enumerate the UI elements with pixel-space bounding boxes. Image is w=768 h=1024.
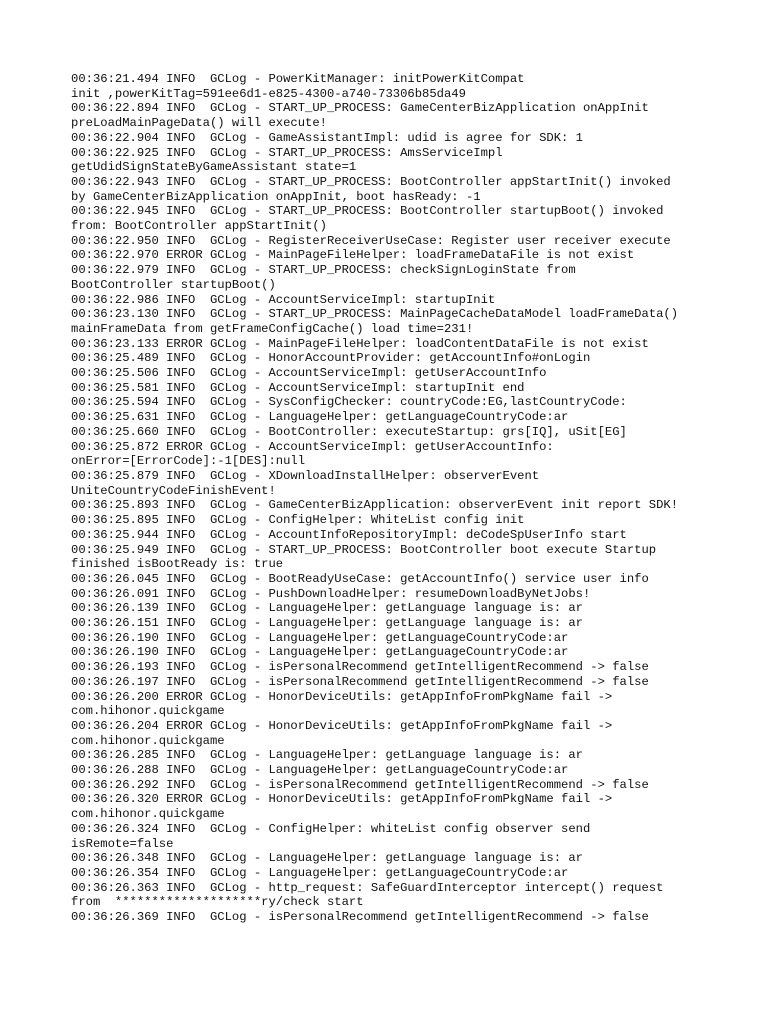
log-line: 00:36:26.190 INFO GCLog - LanguageHelper: getLanguageCountryCode:ar (71, 630, 569, 645)
log-line: 00:36:26.320 ERROR GCLog - HonorDeviceUtils: getAppInfoFromPkgName fail -> com.hihonor.quickgame (71, 792, 613, 822)
log-line: 00:36:26.285 INFO GCLog - LanguageHelper: getLanguage language is: ar (71, 748, 583, 763)
log-line: 00:36:25.506 INFO GCLog - AccountServiceImpl: getUserAccountInfo (71, 366, 547, 381)
log-line: 00:36:26.292 INFO GCLog - isPersonalRecommend getIntelligentRecommend -> false (71, 777, 649, 792)
log-line: 00:36:22.945 INFO GCLog - START_UP_PROCESS: BootController startupBoot() invoked from: BootController appStartInit() (71, 204, 664, 234)
log-line: 00:36:26.369 INFO GCLog - isPersonalRecommend getIntelligentRecommend -> false (71, 910, 649, 925)
log-line: 00:36:26.324 INFO GCLog - ConfigHelper: whiteList config observer send isRemote=false (71, 821, 591, 851)
log-line: 00:36:26.200 ERROR GCLog - HonorDeviceUtils: getAppInfoFromPkgName fail -> com.hihonor.quickgame (71, 689, 613, 719)
log-line: 00:36:26.045 INFO GCLog - BootReadyUseCase: getAccountInfo() service user info (71, 571, 649, 586)
log-line: 00:36:23.130 INFO GCLog - START_UP_PROCESS: MainPageCacheDataModel loadFrameData() mainFrameData from getFrameConfigCache() load time=231! (71, 307, 679, 336)
log-line: 00:36:22.925 INFO GCLog - START_UP_PROCESS: AmsServiceImpl getUdidSignStateByGameAssistant state=1 (71, 145, 503, 175)
log-line: 00:36:22.970 ERROR GCLog - MainPageFileHelper: loadFrameDataFile is not exist (71, 248, 635, 263)
log-line: 00:36:25.631 INFO GCLog - LanguageHelper: getLanguageCountryCode:ar (71, 410, 569, 425)
log-line: 00:36:25.872 ERROR GCLog - AccountServiceImpl: getUserAccountInfo: onError=[ErrorCode]:-1[DES]:null (71, 439, 554, 469)
log-line: 00:36:25.879 INFO GCLog - XDownloadInstallHelper: observerEvent UniteCountryCodeFinishEvent! (71, 468, 540, 498)
log-line: 00:36:22.950 INFO GCLog - RegisterReceiverUseCase: Register user receiver execute (71, 233, 671, 248)
log-line: 00:36:26.204 ERROR GCLog - HonorDeviceUtils: getAppInfoFromPkgName fail -> com.hihonor.quickgame (71, 718, 613, 748)
log-line: 00:36:22.894 INFO GCLog - START_UP_PROCESS: GameCenterBizApplication onAppInit preLoadMainPageData() will execute! (71, 101, 649, 131)
log-line: 00:36:26.363 INFO GCLog - http_request: SafeGuardInterceptor intercept() request from ********************ry/check start (71, 880, 664, 910)
log-line: 00:36:22.986 INFO GCLog - AccountServiceImpl: startupInit (71, 292, 496, 307)
log-document (71, 72, 711, 925)
log-line: 00:36:22.904 INFO GCLog - GameAssistantImpl: udid is agree for SDK: 1 (71, 130, 583, 145)
log-line: 00:36:22.979 INFO GCLog - START_UP_PROCESS: checkSignLoginState from BootController startupBoot() (71, 263, 576, 292)
log-line: 00:36:25.660 INFO GCLog - BootController: executeStartup: grs[IQ], uSit[EG] (71, 424, 627, 439)
log-line: 00:36:26.348 INFO GCLog - LanguageHelper: getLanguage language is: ar (71, 851, 583, 866)
log-line: 00:36:25.594 INFO GCLog - SysConfigChecker: countryCode:EG,lastCountryCode: (71, 395, 627, 410)
log-line: 00:36:26.151 INFO GCLog - LanguageHelper: getLanguage language is: ar (71, 616, 583, 631)
log-line: 00:36:23.133 ERROR GCLog - MainPageFileHelper: loadContentDataFile is not exist (71, 336, 649, 351)
log-line: 00:36:25.489 INFO GCLog - HonorAccountProvider: getAccountInfo#onLogin (71, 351, 591, 366)
log-line: 00:36:22.943 INFO GCLog - START_UP_PROCESS: BootController appStartInit() invoked by GameCenterBizApplication onAppInit, boot hasReady: -1 (71, 174, 671, 204)
log-line: 00:36:26.193 INFO GCLog - isPersonalRecommend getIntelligentRecommend -> false (71, 660, 649, 675)
log-line: 00:36:26.354 INFO GCLog - LanguageHelper: getLanguageCountryCode:ar (71, 865, 569, 880)
log-line: 00:36:26.197 INFO GCLog - isPersonalRecommend getIntelligentRecommend -> false (71, 674, 649, 689)
log-line: 00:36:25.895 INFO GCLog - ConfigHelper: WhiteList config init (71, 513, 525, 528)
log-line: 00:36:21.494 INFO GCLog - PowerKitManager: initPowerKitCompat init ,powerKitTag=591ee6d1-e825-4300-a740-73306b85da49 (71, 72, 525, 101)
log-line: 00:36:25.581 INFO GCLog - AccountServiceImpl: startupInit end (71, 380, 525, 395)
log-line: 00:36:25.893 INFO GCLog - GameCenterBizApplication: observerEvent init report SDK! (71, 498, 679, 513)
log-line: 00:36:26.091 INFO GCLog - PushDownloadHelper: resumeDownloadByNetJobs! (71, 586, 591, 601)
log-line: 00:36:25.949 INFO GCLog - START_UP_PROCESS: BootController boot execute Startup finished isBootReady is: true (71, 542, 657, 572)
log-line: 00:36:26.190 INFO GCLog - LanguageHelper: getLanguageCountryCode:ar (71, 645, 569, 660)
log-line: 00:36:26.288 INFO GCLog - LanguageHelper: getLanguageCountryCode:ar (71, 763, 569, 778)
log-line: 00:36:26.139 INFO GCLog - LanguageHelper: getLanguage language is: ar (71, 601, 583, 616)
log-line: 00:36:25.944 INFO GCLog - AccountInfoRepositoryImpl: deCodeSpUserInfo start (71, 527, 627, 542)
